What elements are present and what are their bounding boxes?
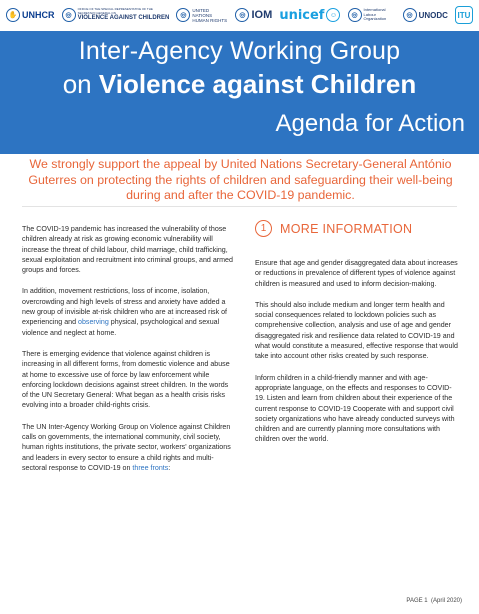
right-paragraph-1: Ensure that age and gender disaggregated data about increases or reductions in prevalence of different types of violence against children is measured and used to inform decision-making. <box>255 259 458 288</box>
banner-subtitle: Agenda for Action <box>275 110 465 137</box>
page-footer <box>406 598 462 604</box>
left-paragraph-4-text: The UN Inter-Agency Working Group on Violence against Children calls on governments, the international community, civil society, human rights institutions, the private sector, workers' organizations and leaders in every sector to ensure a child rights and multi-sectoral response to COVID-19 on <box>22 422 231 472</box>
three-fronts-link[interactable]: three fronts <box>132 463 169 472</box>
itu-logo-text: ITU <box>455 6 473 24</box>
banner-title-line1: Inter-Agency Working Group <box>78 37 401 65</box>
banner-title-line2-bold: Violence against Children <box>98 69 417 99</box>
iom-logo <box>235 8 272 22</box>
srsg-small-text: OFFICE OF THE SPECIAL REPRESENTATIVE OF THE SECRETARY-GENERAL ON <box>77 7 153 15</box>
section-divider <box>22 206 457 207</box>
unodc-logo-text: UNODC <box>418 10 448 20</box>
iom-logo-text: IOM <box>251 8 273 21</box>
right-paragraph-3: Inform children in a child-friendly manner and with age-appropriate language, on the effects and responses to COVID-19. Listen and learn from children about their experience of the current response to COVID-19 Cooperate with and support civil society organizations who have already conducted surveys with children and are currently planning more consultations with children over the world. <box>255 373 455 444</box>
left-paragraph-2 <box>22 286 236 337</box>
un-emblem-icon: ◎ <box>176 8 190 22</box>
ilo-logo <box>348 8 396 22</box>
more-information-title: MORE INFORMATION <box>280 221 413 236</box>
srsg-vac-logo <box>62 8 170 22</box>
right-paragraph-2: This should also include medium and longer term health and social consequences related to lockdown policies such as comprehensive collection, analysis and use of age and gender disaggregated risk and resilience data related to COVID-19 and what would constitute a measured, effective response that would take into account other risks created by such response. <box>255 300 458 361</box>
left-paragraph-3: There is emerging evidence that violence against children is increasing in all different forms, from domestic violence and abuse at home to excessive use of force by law enforcement while enforcing lockdown decisions against street children. In the words of the UN Secretary General: What began as a health crisis risks evolving into a broader child-rights crisis. <box>22 349 230 410</box>
left-paragraph-2-text: In addition, movement restrictions, loss of income, isolation, overcrowding and high levels of stress and anxiety have added a new group of invisible at-risk children who are at increased risk of experiencing and <box>22 287 228 327</box>
itu-logo <box>455 6 473 24</box>
section-number-badge: 1 <box>255 220 272 237</box>
publication-date: (April 2020) <box>430 598 462 604</box>
unicef-logo <box>279 8 340 22</box>
unhcr-emblem-icon: ✋ <box>6 8 20 22</box>
observing-link[interactable]: observing <box>78 318 109 327</box>
srsg-big-text: VIOLENCE AGAINST CHILDREN <box>77 15 170 21</box>
unodc-logo <box>403 8 448 22</box>
unhcr-logo <box>6 8 55 22</box>
left-paragraph-4 <box>22 422 236 473</box>
appeal-statement: We strongly support the appeal by United Nations Secretary-General António Guterres on protecting the rights of children and safeguarding their well-being during and after the COVID-19 pandemic. <box>28 157 453 202</box>
left-paragraph-4-tail: : <box>168 463 171 472</box>
un-emblem-icon: ◎ <box>403 8 417 22</box>
unhcr-logo-text: UNHCR <box>22 9 55 20</box>
banner-title-line2 <box>0 69 479 100</box>
partner-logos-strip <box>0 0 479 30</box>
ohchr-logo-text: UNITED NATIONS HUMAN RIGHTS <box>192 7 228 23</box>
ohchr-logo <box>176 8 228 23</box>
title-banner <box>0 31 479 154</box>
left-column <box>22 224 236 484</box>
page-number: PAGE 1 <box>406 598 428 604</box>
banner-title-line2-prefix: on <box>62 69 99 99</box>
left-paragraph-1: The COVID-19 pandemic has increased the vulnerability of those children already at risk as growing economic vulnerability will increase the threat of child labour, child marriage, child trafficking, sexual exploitation and recruitment into criminal groups, and armed groups and forces. <box>22 225 233 275</box>
iom-emblem-icon: ◎ <box>235 8 249 22</box>
ilo-logo-text: International Labour Organization <box>363 7 387 22</box>
right-column <box>255 258 460 456</box>
ilo-emblem-icon: ◎ <box>348 8 362 22</box>
left-paragraph-2-tail: physical, psychological and sexual violence and neglect at home. <box>22 318 220 337</box>
more-information-heading <box>255 220 412 237</box>
un-emblem-icon: ◎ <box>62 8 76 22</box>
unicef-logo-text: unicef <box>279 7 325 23</box>
unicef-emblem-icon: ☺ <box>326 8 340 22</box>
